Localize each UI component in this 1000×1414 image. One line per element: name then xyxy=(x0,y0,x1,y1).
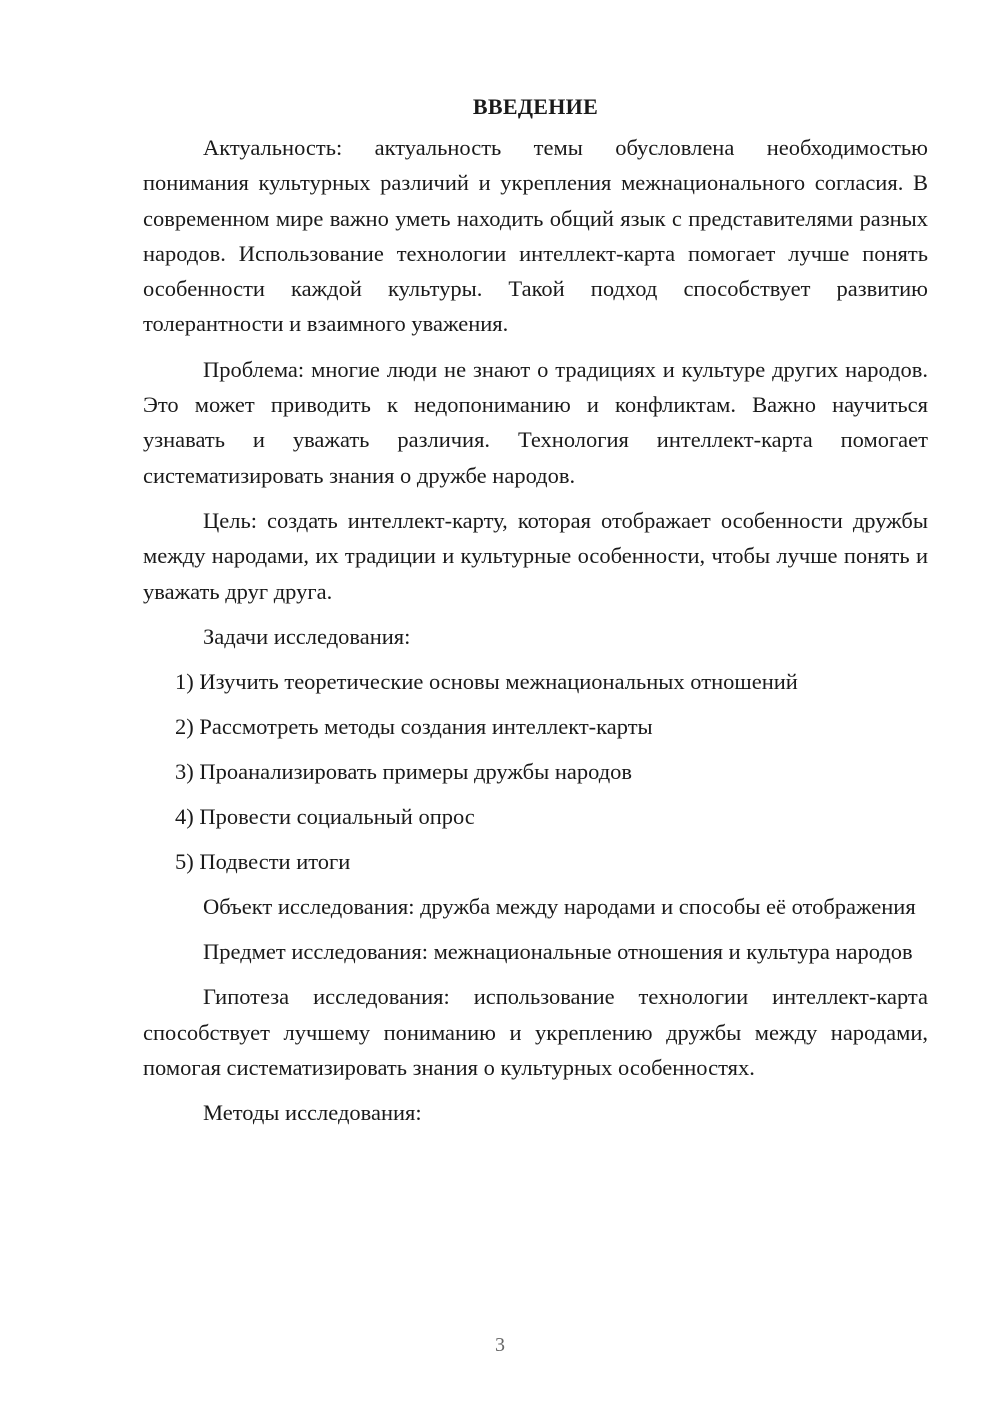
list-item: 1) Изучить теоретические основы межнациональных отношений xyxy=(175,668,798,694)
hypothesis-paragraph: Гипотеза исследования: использование технологии интеллект-карта способствует лучшему пониманию и укреплению дружбы между народами, помогая систематизировать знания о культурных особенностях. xyxy=(143,984,928,1081)
goal-paragraph: Цель: создать интеллект-карту, которая отображает особенности дружбы между народами, их традиции и культурные особенности, чтобы лучше понять и уважать друг друга. xyxy=(143,507,928,604)
page-number: 3 xyxy=(495,1334,505,1356)
list-item: 2) Рассмотреть методы создания интеллект-карты xyxy=(175,713,653,739)
subject-paragraph: Предмет исследования: межнациональные отношения и культура народов xyxy=(203,939,913,965)
methods-heading: Методы исследования: xyxy=(203,1100,422,1126)
list-item: 5) Подвести итоги xyxy=(175,848,351,874)
object-paragraph: Объект исследования: дружба между народами и способы её отображения xyxy=(203,893,916,919)
tasks-heading: Задачи исследования: xyxy=(203,623,411,649)
list-item: 4) Провести социальный опрос xyxy=(175,803,475,829)
tasks-list xyxy=(143,664,928,879)
relevance-paragraph: Актуальность: актуальность темы обусловлена необходимостью понимания культурных различий и укрепления межнационального согласия. В современном мире важно уметь находить общий язык с представителями разных народов. Использование технологии интеллект-карта помогает лучше понять особенности каждой культуры. Такой подход способствует развитию толерантности и взаимного уважения. xyxy=(143,135,928,337)
page-title: ВВЕДЕНИЕ xyxy=(472,94,599,119)
list-item: 3) Проанализировать примеры дружбы народов xyxy=(175,758,633,784)
problem-paragraph: Проблема: многие люди не знают о традициях и культуре других народов. Это может приводить к недопониманию и конфликтам. Важно научиться узнавать и уважать различия. Технология интеллект-карта помогает систематизировать знания о дружбе народов. xyxy=(143,356,928,488)
document-page xyxy=(143,92,928,1140)
